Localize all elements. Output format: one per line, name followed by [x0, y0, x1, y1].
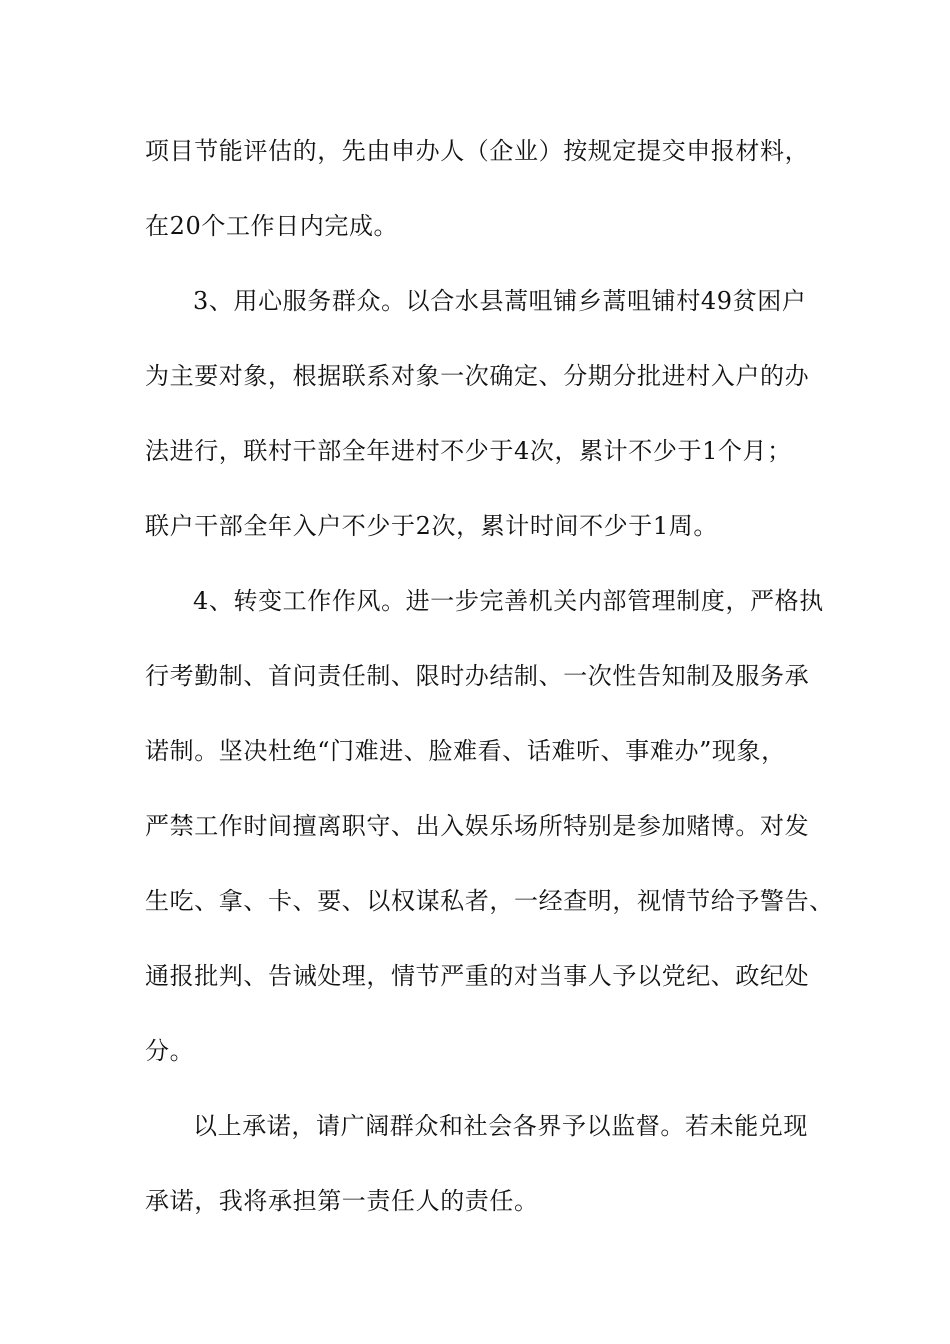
text-line: 通报批判、告诫处理，情节严重的对当事人予以党纪、政纪处: [145, 962, 810, 990]
text-line: 诺制。坚决杜绝“门难进、脸难看、话难听、事难办”现象，: [145, 737, 786, 765]
text-line: 法进行，联村干部全年进村不少于4次，累计不少于1个月；: [145, 437, 792, 465]
paragraph-3-start: 3、用心服务群众。以合水县蒿咀铺乡蒿咀铺村49贫困户: [193, 287, 807, 315]
text-line: 生吃、拿、卡、要、以权谋私者，一经查明，视情节给予警告、: [145, 887, 834, 915]
text-line: 严禁工作时间擅离职守、出入娱乐场所特别是参加赌博。对发: [145, 812, 810, 840]
text-line: 联户干部全年入户不少于2次，累计时间不少于1周。: [145, 512, 718, 540]
text-line: 在20个工作日内完成。: [145, 212, 399, 240]
text-line: 为主要对象，根据联系对象一次确定、分期分批进村入户的办: [145, 362, 810, 390]
closing-paragraph-start: 以上承诺，请广阔群众和社会各界予以监督。若未能兑现: [193, 1112, 808, 1140]
text-line: 分。: [145, 1037, 195, 1065]
text-line: 行考勤制、首问责任制、限时办结制、一次性告知制及服务承: [145, 662, 810, 690]
paragraph-4-start: 4、转变工作作风。进一步完善机关内部管理制度，严格执: [193, 587, 824, 615]
text-line: 项目节能评估的，先由申办人（企业）按规定提交申报材料，: [145, 137, 810, 165]
text-line: 承诺，我将承担第一责任人的责任。: [145, 1187, 539, 1215]
